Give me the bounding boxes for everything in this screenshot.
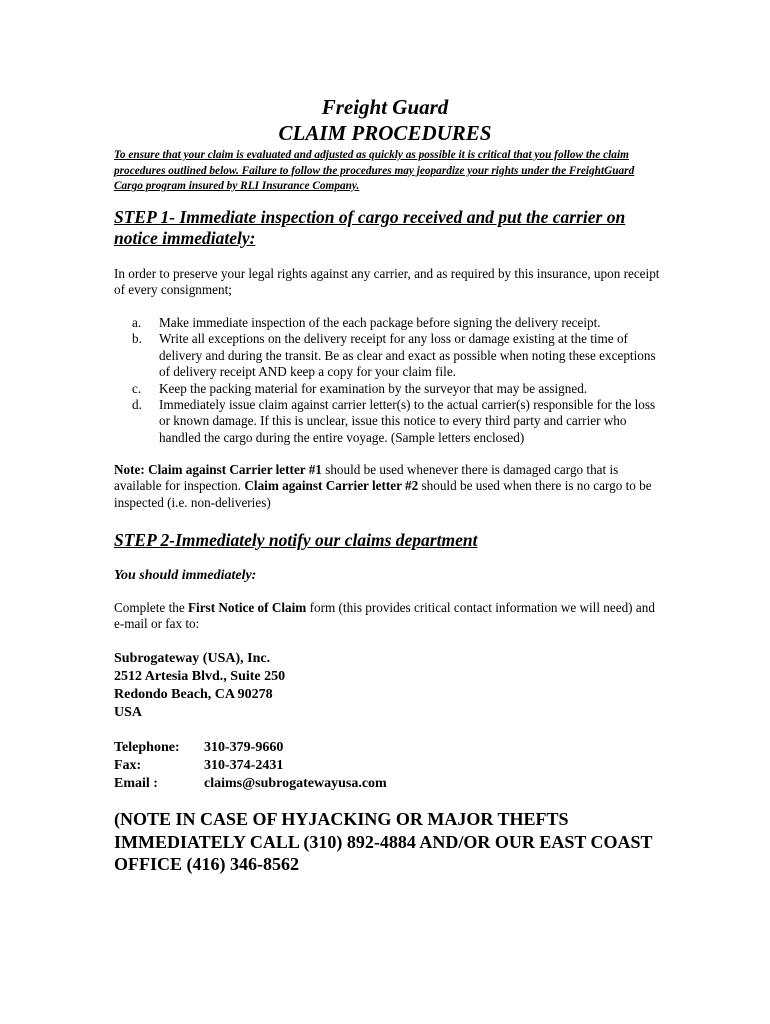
address-street: 2512 Artesia Blvd., Suite 250 <box>114 669 286 684</box>
list-item <box>132 381 662 397</box>
address-city: Redondo Beach, CA 90278 <box>114 687 273 702</box>
emergency-note: (NOTE IN CASE OF HYJACKING OR MAJOR THEFTS IMMEDIATELY CALL (310) 892-4884 AND/OR OUR EAST COAST OFFICE (416) 346-8562 <box>114 809 653 874</box>
fax-label: Fax: <box>114 758 142 773</box>
list-item <box>132 331 662 380</box>
phone-row <box>114 739 387 757</box>
list-item-text: Keep the packing material for examination by the surveyor that may be assigned. <box>159 380 588 396</box>
document-title: Freight Guard <box>321 95 449 119</box>
email-row <box>114 775 387 793</box>
step1-heading: STEP 1- Immediate inspection of cargo received and put the carrier on notice immediately: <box>114 207 626 248</box>
step1-paragraph: In order to preserve your legal rights against any carrier, and as required by this insurance, upon receipt of every consignment; <box>114 266 660 298</box>
list-item <box>132 397 662 446</box>
letter2-text: should be used when there is no cargo to be inspected (i.e. non-deliveries) <box>114 478 652 510</box>
list-marker: c. <box>132 380 142 396</box>
letter1-text: should be used whenever there is damaged cargo that is available for inspection. <box>114 462 619 494</box>
intro-notice: To ensure that your claim is evaluated and adjusted as quickly as possible it is critical that you follow the claim procedures outlined below. Failure to follow the procedures may jeopardize your rights under the FreightGuard Cargo program insured by RLI Insurance Company. <box>114 149 635 192</box>
list-item <box>132 315 662 331</box>
list-item-text: Immediately issue claim against carrier letter(s) to the actual carrier(s) responsible for the loss or known damage. If this is unclear, issue this notice to every third party and carrier who handled the cargo during the entire voyage. (Sample letters enclosed) <box>159 397 656 445</box>
address-country: USA <box>114 705 143 720</box>
email-label: Email : <box>114 776 158 791</box>
step1-list <box>132 315 662 446</box>
list-item-text: Make immediate inspection of the each package before signing the delivery receipt. <box>159 315 601 330</box>
step2-heading: STEP 2-Immediately notify our claims department <box>114 530 478 550</box>
list-marker: b. <box>132 331 142 347</box>
complete-pre-text: Complete the <box>114 600 185 615</box>
fax-value: 310-374-2431 <box>204 758 284 773</box>
document-subtitle: CLAIM PROCEDURES <box>278 121 492 145</box>
note-label: Note: <box>114 462 145 477</box>
letter2-name: Claim against Carrier letter #2 <box>244 478 419 494</box>
complete-post-text: form (this provides critical contact information we will need) and e-mail or fax to: <box>114 600 655 632</box>
mailing-address <box>114 650 285 722</box>
complete-form-paragraph <box>114 600 662 633</box>
letter1-name: Claim against Carrier letter #1 <box>148 462 322 477</box>
phone-label: Telephone: <box>114 740 180 755</box>
fax-row <box>114 757 387 775</box>
email-value: claims@subrogatewayusa.com <box>204 776 387 791</box>
form-name: First Notice of Claim <box>187 600 307 615</box>
address-company: Subrogateway (USA), Inc. <box>114 651 271 666</box>
contact-details <box>114 739 387 793</box>
list-marker: a. <box>132 315 142 330</box>
list-item-text: Write all exceptions on the delivery receipt for any loss or damage existing at the time of delivery and during the transit. Be as clear and exact as possible when noting these exceptions of delivery receipt AND keep a copy for your claim file. <box>159 331 656 380</box>
step2-subheading: You should immediately: <box>114 568 257 583</box>
list-marker: d. <box>132 397 142 413</box>
phone-value: 310-379-9660 <box>204 740 284 755</box>
carrier-letter-note <box>114 462 662 511</box>
